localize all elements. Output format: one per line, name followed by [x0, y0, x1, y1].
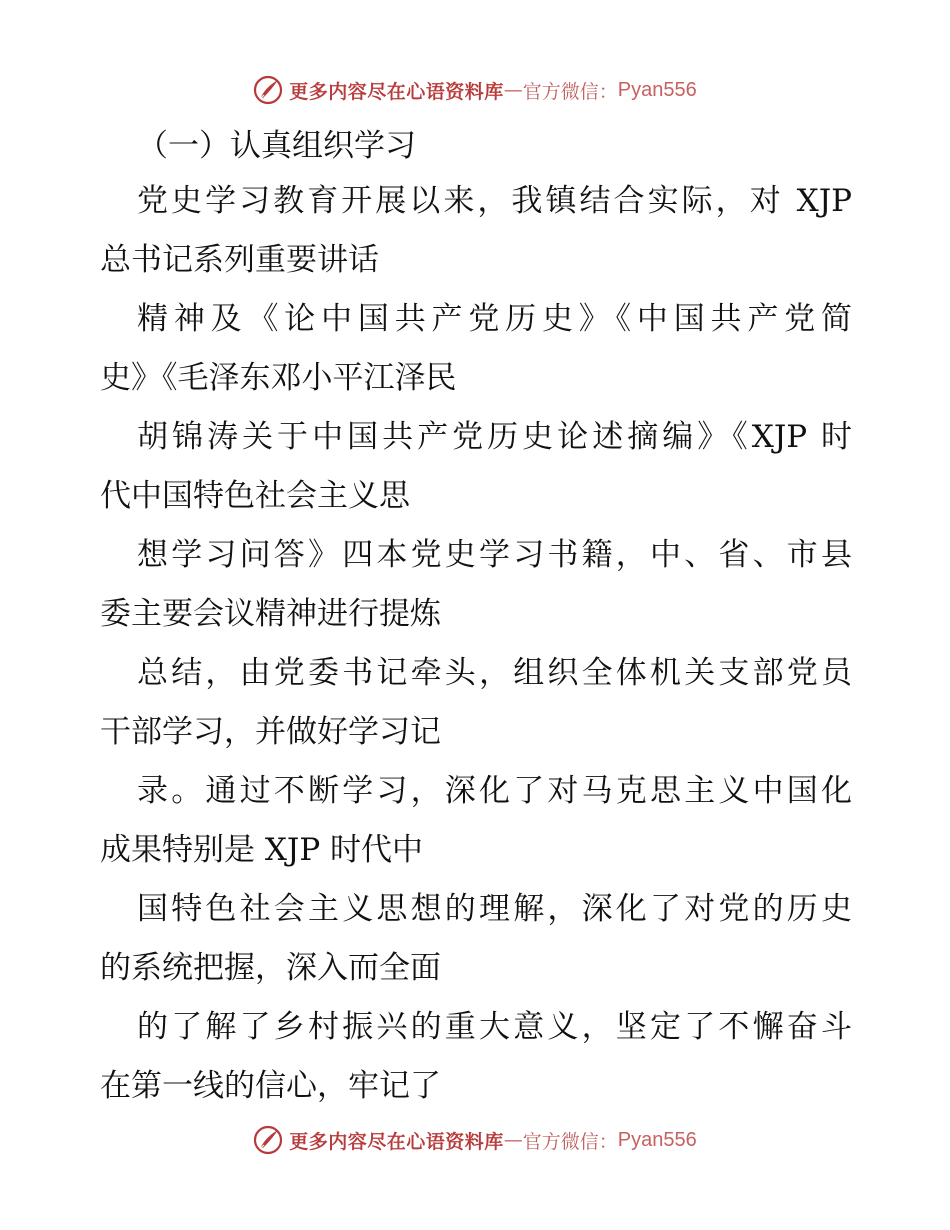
separator: —: [503, 1129, 523, 1151]
text-line: 录。通过不断学习，深化了对马克思主义中国化: [137, 773, 852, 809]
paragraph: [100, 172, 852, 290]
separator: —: [503, 79, 523, 101]
text-line: 党史学习教育开展以来，我镇结合实际，对 XJP: [137, 183, 852, 219]
document-body: [100, 120, 852, 1116]
text-line: 国特色社会主义思想的理解，深化了对党的历史: [137, 891, 852, 927]
brand-text: 更多内容尽在心语资料库: [289, 1130, 504, 1153]
paragraph: [100, 526, 852, 644]
wechat-label: 官方微信：: [522, 1130, 618, 1153]
text-line: 精神及《论中国共产党历史》《中国共产党简: [137, 301, 852, 337]
text-line: 在第一线的信心，牢记了: [100, 1068, 441, 1104]
watermark-footer: [0, 1122, 950, 1158]
text-line: 成果特别是 XJP 时代中: [100, 832, 424, 868]
watermark-header: [0, 72, 950, 108]
text-line: 史》《毛泽东邓小平江泽民: [100, 360, 457, 396]
text-line: 干部学习，并做好学习记: [100, 714, 441, 750]
paragraph: [100, 880, 852, 998]
quill-pen-logo-icon: [253, 1125, 283, 1155]
text-line: 总结，由党委书记牵头，组织全体机关支部党员: [137, 655, 852, 691]
text-line: 的了解了乡村振兴的重大意义，坚定了不懈奋斗: [137, 1009, 852, 1045]
text-line: 代中国特色社会主义思: [100, 478, 410, 514]
wechat-id: Pyan556: [617, 78, 697, 101]
paragraph: [100, 762, 852, 880]
text-line: 胡锦涛关于中国共产党历史论述摘编》《XJP 时: [137, 419, 852, 455]
paragraph: [100, 408, 852, 526]
section-heading: （一）认真组织学习: [137, 128, 416, 164]
paragraph: [100, 644, 852, 762]
text-line: 委主要会议精神进行提炼: [100, 596, 441, 632]
wechat-label: 官方微信：: [522, 80, 618, 103]
paragraph: [100, 290, 852, 408]
text-line: 的系统把握，深入而全面: [100, 950, 441, 986]
text-line: 总书记系列重要讲话: [100, 242, 379, 278]
wechat-id: Pyan556: [617, 1128, 697, 1151]
text-line: 想学习问答》四本党史学习书籍，中、省、市县: [137, 537, 852, 573]
brand-text: 更多内容尽在心语资料库: [289, 80, 504, 103]
paragraph: [100, 998, 852, 1116]
quill-pen-logo-icon: [253, 75, 283, 105]
